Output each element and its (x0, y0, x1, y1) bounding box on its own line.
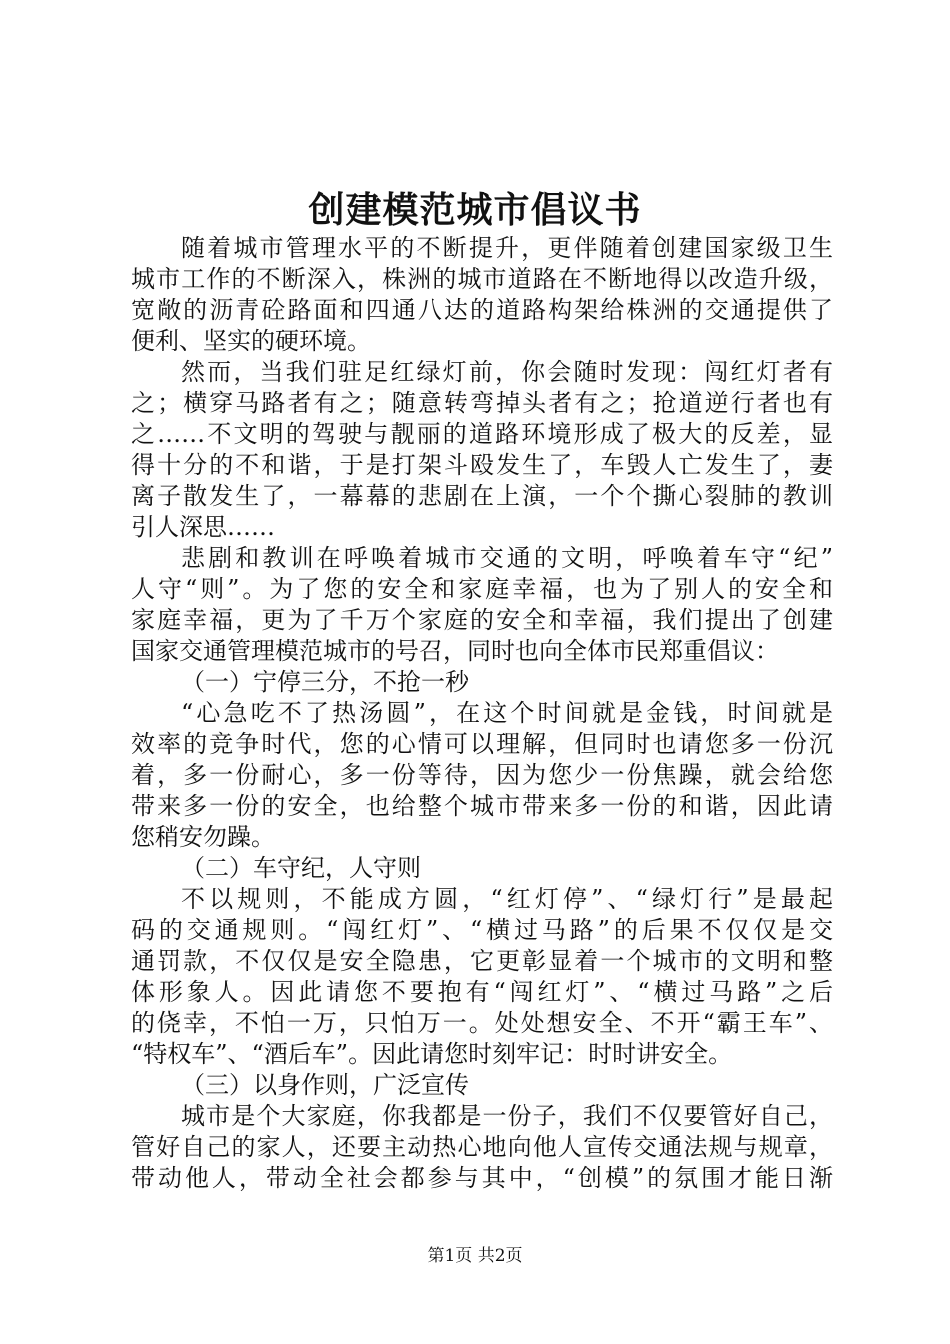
text-line: 城市工作的不断深入，株洲的城市道路在不断地得以改造升级， (131, 265, 833, 293)
text-line: 悲剧和教训在呼唤着城市交通的文明，呼唤着车守“纪” (181, 544, 833, 572)
text-line: “特权车”、“酒后车”。因此请您时刻牢记：时时讲安全。 (131, 1040, 733, 1068)
text-line: 然而，当我们驻足红绿灯前，你会随时发现：闯红灯者有 (181, 358, 833, 386)
text-line: 国家交通管理模范城市的号召，同时也向全体市民郑重倡议： (131, 637, 779, 665)
text-line: 得十分的不和谐，于是打架斗殴发生了，车毁人亡发生了，妻 (131, 451, 833, 479)
text-line: 带来多一份的安全，也给整个城市带来多一份的和谐，因此请 (131, 792, 833, 820)
text-line: 宽敞的沥青砼路面和四通八达的道路构架给株洲的交通提供了 (131, 296, 833, 324)
text-line: 效率的竞争时代，您的心情可以理解，但同时也请您多一份沉 (131, 730, 833, 758)
text-line: 管好自己的家人，还要主动热心地向他人宣传交通法规与规章， (131, 1133, 833, 1161)
section-heading: （三）以身作则，广泛宣传 (181, 1071, 469, 1099)
text-line: 城市是个大家庭，你我都是一份子，我们不仅要管好自己， (181, 1102, 833, 1130)
text-line: 人守“则”。为了您的安全和家庭幸福，也为了别人的安全和 (131, 575, 833, 603)
text-line: 的侥幸，不怕一万，只怕万一。处处想安全、不开“霸王车”、 (131, 1009, 833, 1037)
text-line: 随着城市管理水平的不断提升，更伴随着创建国家级卫生 (181, 234, 833, 262)
page-footer: 第1页 共2页 (427, 1246, 523, 1266)
text-line: 离子散发生了，一幕幕的悲剧在上演，一个个撕心裂肺的教训 (131, 482, 833, 510)
text-line: “心急吃不了热汤圆”，在这个时间就是金钱，时间就是 (181, 699, 833, 727)
text-line: 着，多一份耐心，多一份等待，因为您少一份焦躁，就会给您 (131, 761, 833, 789)
text-line: 您稍安勿躁。 (131, 823, 275, 851)
text-line: 引人深思…… (131, 513, 275, 541)
text-line: 体形象人。因此请您不要抱有“闯红灯”、“横过马路”之后 (131, 978, 833, 1006)
text-line: 之；横穿马路者有之；随意转弯掉头者有之；抢道逆行者也有 (131, 389, 833, 417)
text-line: 之……不文明的驾驶与靓丽的道路环境形成了极大的反差，显 (131, 420, 833, 448)
document-body (131, 233, 833, 1194)
text-line: 便利、坚实的硬环境。 (131, 327, 371, 355)
document-title: 创建模范城市倡议书 (308, 189, 642, 231)
text-line: 通罚款，不仅仅是安全隐患，它更彰显着一个城市的文明和整 (131, 947, 833, 975)
text-line: 家庭幸福，更为了千万个家庭的安全和幸福，我们提出了创建 (131, 606, 833, 634)
section-heading: （一）宁停三分，不抢一秒 (181, 668, 469, 696)
section-heading: （二）车守纪，人守则 (181, 854, 421, 882)
text-line: 不以规则，不能成方圆，“红灯停”、“绿灯行”是最起 (181, 885, 833, 913)
text-line: 带动他人，带动全社会都参与其中，“创模”的氛围才能日渐 (131, 1164, 833, 1192)
text-line: 码的交通规则。“闯红灯”、“横过马路”的后果不仅仅是交 (131, 916, 833, 944)
